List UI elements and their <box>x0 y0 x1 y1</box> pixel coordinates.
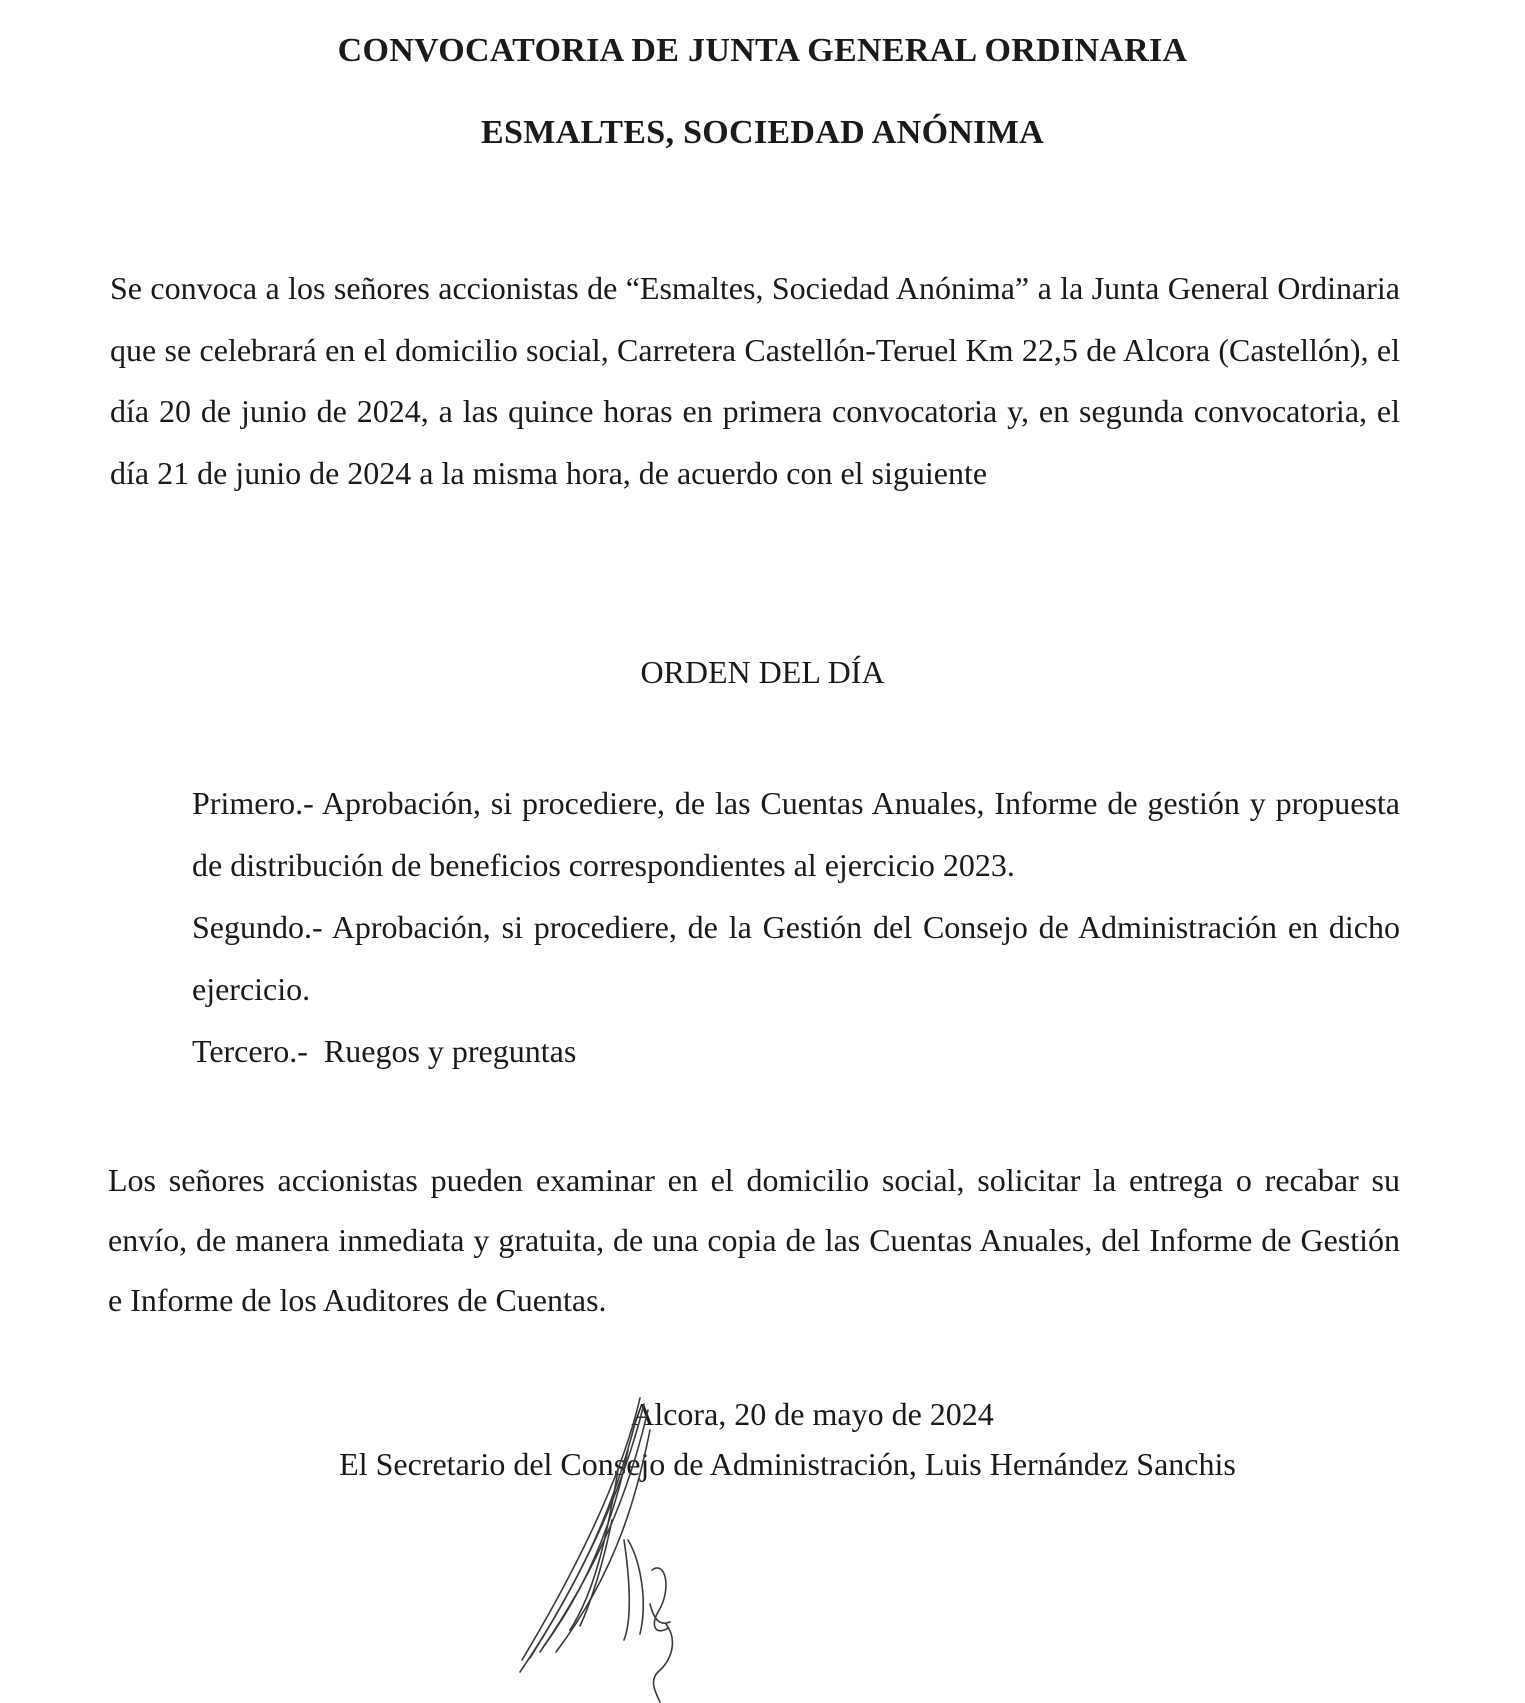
document-title: CONVOCATORIA DE JUNTA GENERAL ORDINARIA <box>337 32 1188 69</box>
company-name: ESMALTES, SOCIEDAD ANÓNIMA <box>481 114 1044 151</box>
agenda-item: Primero.- Aprobación, si procediere, de las Cuentas Anuales, Informe de gestión y propuesta de distribución de beneficios correspondientes al ejercicio 2023. <box>192 785 1400 883</box>
agenda-list <box>192 772 1400 1082</box>
agenda-item: Tercero.- Ruegos y preguntas <box>192 1033 577 1069</box>
place-and-date: Alcora, 20 de mayo de 2024 <box>631 1396 994 1432</box>
convocation-paragraph: Se convoca a los señores accionistas de “Esmaltes, Sociedad Anónima” a la Junta General Ordinaria que se celebrará en el domicilio social, Carretera Castellón-Teruel Km 22,5 de Alcora (Castellón), el día 20 de junio de 2024, a las quince horas en primera convocatoria y, en segunda convocatoria, el día 21 de junio de 2024 a la misma hora, de acuerdo con el siguiente <box>110 270 1400 491</box>
agenda-heading: ORDEN DEL DÍA <box>640 654 885 690</box>
handwritten-signature <box>500 1390 720 1703</box>
agenda-item: Segundo.- Aprobación, si procediere, de la Gestión del Consejo de Administración en dicho ejercicio. <box>192 909 1400 1007</box>
signer-line: El Secretario del Consejo de Administración, Luis Hernández Sanchis <box>339 1446 1236 1482</box>
closing-paragraph: Los señores accionistas pueden examinar en el domicilio social, solicitar la entrega o recabar su envío, de manera inmediata y gratuita, de una copia de las Cuentas Anuales, del Informe de Gestión e Informe de los Auditores de Cuentas. <box>108 1162 1400 1318</box>
